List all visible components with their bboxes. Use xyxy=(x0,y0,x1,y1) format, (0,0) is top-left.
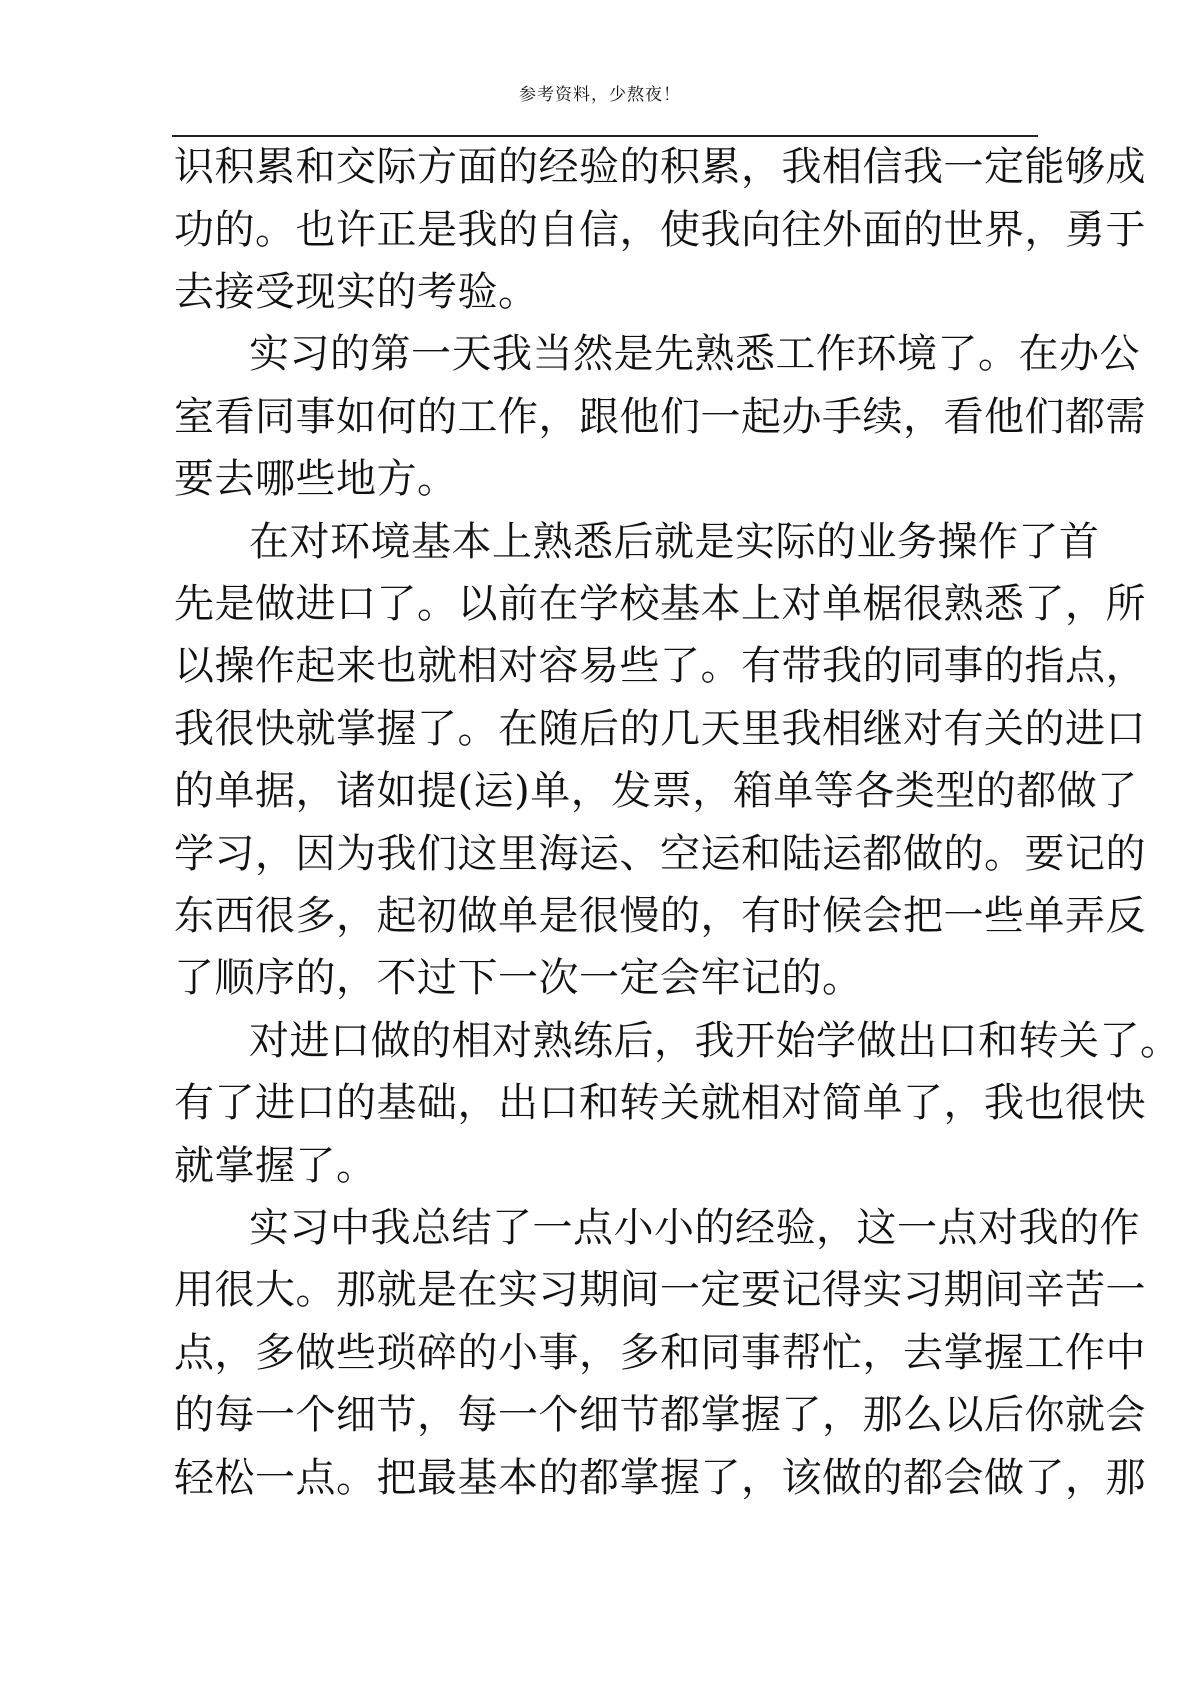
header-rule xyxy=(172,135,1038,137)
body-line: 的每一个细节，每一个细节都掌握了，那么以后你就会 xyxy=(174,1392,1146,1438)
body-line: 的单据，诸如提(运)单，发票，箱单等各类型的都做了 xyxy=(174,768,1138,814)
body-line: 以操作起来也就相对容易些了。有带我的同事的指点， xyxy=(174,643,1146,689)
body-line: 先是做进口了。以前在学校基本上对单椐很熟悉了，所 xyxy=(174,581,1146,627)
body-line: 室看同事如何的工作，跟他们一起办手续，看他们都需 xyxy=(174,394,1146,440)
body-line: 去接受现实的考验。 xyxy=(174,269,539,315)
body-line: 有了进口的基础，出口和转关就相对简单了，我也很快 xyxy=(174,1080,1146,1126)
body-line: 功的。也许正是我的自信，使我向往外面的世界，勇于 xyxy=(174,207,1146,253)
body-line: 了顺序的，不过下一次一定会牢记的。 xyxy=(174,955,863,1001)
body-line: 点，多做些琐碎的小事，多和同事帮忙，去掌握工作中 xyxy=(174,1330,1146,1376)
body-line: 轻松一点。把最基本的都掌握了，该做的都会做了，那 xyxy=(174,1455,1146,1501)
paragraph-first-line: 实习中我总结了一点小小的经验，这一点对我的作 xyxy=(249,1205,1140,1251)
paragraph-first-line: 对进口做的相对熟练后，我开始学做出口和转关了。 xyxy=(249,1018,1181,1064)
body-line: 我很快就掌握了。在随后的几天里我相继对有关的进口 xyxy=(174,706,1146,752)
body-line: 就掌握了。 xyxy=(174,1143,377,1189)
body-line: 识积累和交际方面的经验的积累，我相信我一定能够成 xyxy=(174,144,1146,190)
paragraph-first-line: 实习的第一天我当然是先熟悉工作环境了。在办公 xyxy=(249,331,1140,377)
body-line: 要去哪些地方。 xyxy=(174,456,458,502)
paragraph-first-line: 在对环境基本上熟悉后就是实际的业务操作了首 xyxy=(249,519,1100,565)
page-header: 参考资料，少熬夜！ xyxy=(519,85,681,105)
body-line: 东西很多，起初做单是很慢的，有时候会把一些单弄反 xyxy=(174,893,1146,939)
body-line: 用很大。那就是在实习期间一定要记得实习期间辛苦一 xyxy=(174,1267,1146,1313)
body-line: 学习，因为我们这里海运、空运和陆运都做的。要记的 xyxy=(174,831,1146,877)
